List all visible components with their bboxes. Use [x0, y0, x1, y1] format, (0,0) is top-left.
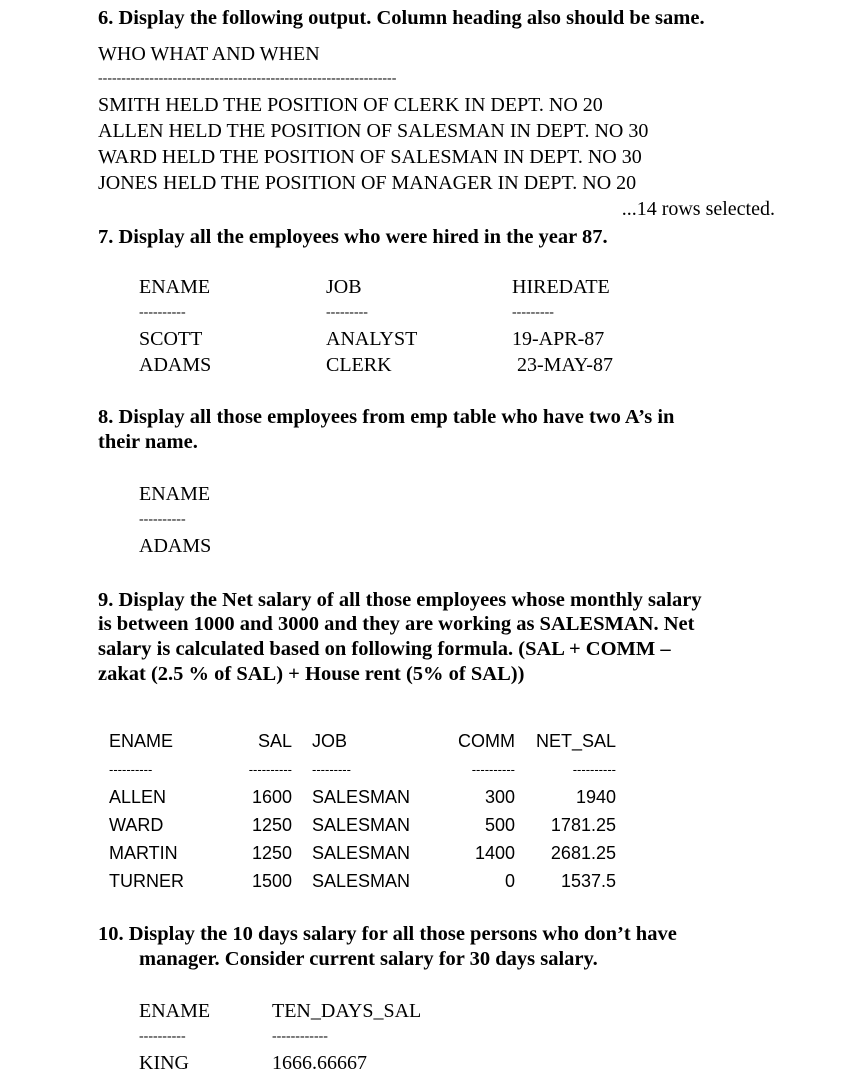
- q7-cell: ANALYST: [326, 328, 418, 350]
- q10-cell: KING: [139, 1052, 189, 1074]
- q6-line: ALLEN HELD THE POSITION OF SALESMAN IN DEPT. NO 30: [98, 120, 649, 142]
- q6-question: 6. Display the following output. Column heading also should be same.: [98, 7, 705, 29]
- q9-separator: ----------: [471, 762, 515, 777]
- q9-header-comm: COMM: [458, 731, 515, 751]
- q10-cell: 1666.66667: [272, 1052, 367, 1074]
- q9-cell: 1537.5: [560, 871, 616, 891]
- q7-separator: ---------: [326, 305, 368, 320]
- q7-cell: CLERK: [326, 354, 392, 376]
- q9-cell: 1400: [474, 843, 515, 863]
- q10-question: manager. Consider current salary for 30 days salary.: [139, 948, 598, 970]
- q7-cell: 23-MAY-87: [517, 354, 613, 376]
- q9-separator: ---------: [312, 762, 351, 777]
- q6-line: SMITH HELD THE POSITION OF CLERK IN DEPT. NO 20: [98, 94, 603, 116]
- q7-cell: SCOTT: [139, 328, 203, 350]
- q9-cell: SALESMAN: [312, 787, 411, 807]
- q10-header-ten-days-sal: TEN_DAYS_SAL: [272, 1000, 422, 1022]
- q7-separator: ---------: [512, 305, 554, 320]
- q9-header-ename: ENAME: [109, 731, 174, 751]
- q9-header-job: JOB: [312, 731, 348, 751]
- q9-cell: SALESMAN: [312, 815, 411, 835]
- q9-cell: 1500: [251, 871, 292, 891]
- q9-cell: MARTIN: [109, 843, 178, 863]
- q6-line: WARD HELD THE POSITION OF SALESMAN IN DEPT. NO 30: [98, 146, 642, 168]
- q9-question: salary is calculated based on following formula. (SAL + COMM –: [98, 638, 671, 660]
- q8-header-ename: ENAME: [139, 483, 211, 505]
- q8-cell: ADAMS: [139, 535, 212, 557]
- q9-cell: SALESMAN: [312, 871, 411, 891]
- q9-cell: 300: [484, 787, 515, 807]
- q9-cell: 2681.25: [550, 843, 616, 863]
- q10-separator: ----------: [139, 1029, 186, 1044]
- q7-question: 7. Display all the employees who were hired in the year 87.: [98, 226, 608, 248]
- q9-cell: TURNER: [109, 871, 184, 891]
- q7-separator: ----------: [139, 305, 186, 320]
- q8-separator: ----------: [139, 512, 186, 527]
- q8-question: 8. Display all those employees from emp table who have two A’s in: [98, 406, 675, 428]
- q7-header-hiredate: HIREDATE: [512, 276, 610, 298]
- q9-cell: 1250: [251, 843, 292, 863]
- q9-cell: 0: [504, 871, 515, 891]
- q9-cell: 500: [484, 815, 515, 835]
- q9-cell: SALESMAN: [312, 843, 411, 863]
- q9-cell: 1940: [575, 787, 616, 807]
- q7-cell: 19-APR-87: [512, 328, 605, 350]
- q9-cell: 1781.25: [550, 815, 616, 835]
- q10-separator: ------------: [272, 1029, 328, 1044]
- q9-header-net-sal: NET_SAL: [535, 731, 616, 751]
- q7-header-ename: ENAME: [139, 276, 211, 298]
- q7-cell: ADAMS: [139, 354, 212, 376]
- q9-question: zakat (2.5 % of SAL) + House rent (5% of SAL)): [98, 663, 525, 685]
- q9-question: 9. Display the Net salary of all those employees whose monthly salary: [98, 589, 702, 611]
- q9-header-sal: SAL: [257, 731, 292, 751]
- q6-line: JONES HELD THE POSITION OF MANAGER IN DEPT. NO 20: [98, 172, 637, 194]
- q9-cell: 1600: [251, 787, 292, 807]
- q6-separator: ----------------------------------------------------------------: [98, 71, 397, 86]
- q6-footer: ...14 rows selected.: [621, 198, 775, 220]
- q9-cell: WARD: [109, 815, 164, 835]
- q9-question: is between 1000 and 3000 and they are working as SALESMAN. Net: [98, 613, 695, 635]
- q9-separator: ----------: [248, 762, 292, 777]
- q9-cell: ALLEN: [109, 787, 167, 807]
- q9-separator: ----------: [109, 762, 153, 777]
- q10-question: 10. Display the 10 days salary for all those persons who don’t have: [98, 923, 677, 945]
- q9-cell: 1250: [251, 815, 292, 835]
- q8-question: their name.: [98, 431, 198, 453]
- q10-header-ename: ENAME: [139, 1000, 211, 1022]
- q7-header-job: JOB: [326, 276, 362, 298]
- q9-separator: ----------: [572, 762, 616, 777]
- q6-heading: WHO WHAT AND WHEN: [98, 43, 320, 65]
